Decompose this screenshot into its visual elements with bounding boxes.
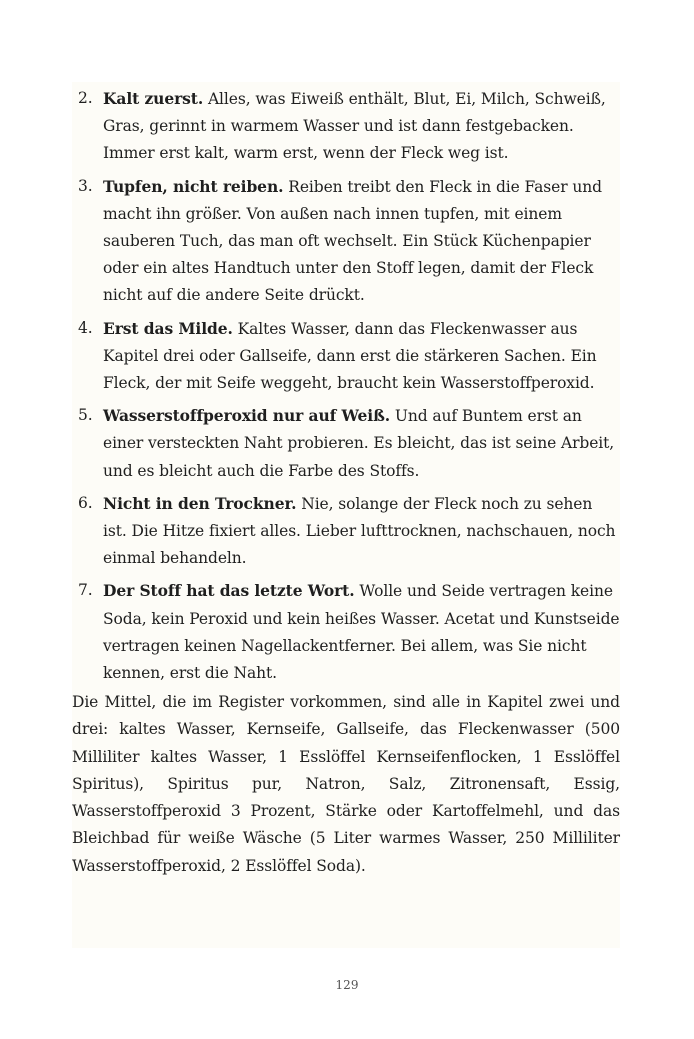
list-item-number: 6. — [78, 493, 93, 512]
list-item-number: 3. — [78, 176, 93, 195]
list-item-text: Wolle und Seide vertragen keine Soda, kein Peroxid und kein heißes Wasser. Acetat und Kunstseide vertragen keinen Nagellackentferner. Bei allem, was Sie nicht kennen, erst die Naht. — [103, 582, 620, 683]
list-item-lead: Wasserstoffperoxid nur auf Weiß. — [103, 406, 391, 426]
list-item-lead: Erst das Milde. — [103, 318, 233, 338]
page-text-block — [72, 82, 620, 948]
list-item-lead: Tupfen, nicht reiben. — [103, 176, 284, 196]
list-item-text: Nie, solange der Fleck noch zu sehen ist. Die Hitze fixiert alles. Lieber lufttrocknen, nachschauen, noch einmal behandeln. — [103, 494, 616, 568]
list-item-text: Kaltes Wasser, dann das Fleckenwasser aus Kapitel drei oder Gallseife, dann erst die stärkeren Sachen. Ein Fleck, der mit Seife weggeht, braucht kein Wasserstoffperoxid. — [103, 319, 597, 393]
list-item — [72, 85, 620, 168]
rules-list — [72, 85, 620, 692]
list-item-text: Alles, was Eiweiß enthält, Blut, Ei, Milch, Schweiß, Gras, gerinnt in warmem Wasser und ist dann festgebacken. Immer erst kalt, warm erst, wenn der Fleck weg ist. — [103, 90, 606, 163]
summary-paragraph: Die Mittel, die im Register vorkommen, sind alle in Kapitel zwei und drei: kaltes Wasser, Kernseife, Gallseife, das Fleckenwasser (500 Milliliter kaltes Wasser, 1 Esslöffel Kernseifenflocken, 1 Esslöffel Spiritus), Spiritus pur, Natron, Salz, Zitronensaft, Essig, Wasserstoffperoxid 3 Prozent, Stärke oder Kartoffelmehl, und das Bleichbad für weiße Wäsche (5 Liter warmes Wasser, 250 Milliliter Wasserstoffperoxid, 2 Esslöffel Soda). — [72, 693, 620, 875]
list-item-number: 2. — [78, 89, 93, 107]
list-item — [72, 173, 620, 310]
list-item-lead: Nicht in den Trockner. — [103, 493, 297, 513]
list-item — [72, 490, 620, 573]
list-item — [72, 402, 620, 485]
list-item-text: Reiben treibt den Fleck in die Faser und macht ihn größer. Von außen nach innen tupfen, mit einem sauberen Tuch, das man oft wechselt. Ein Stück Küchenpapier oder ein altes Handtuch unter den Stoff legen, damit der Fleck nicht auf die andere Seite drückt. — [103, 177, 602, 305]
list-item-lead: Der Stoff hat das letzte Wort. — [103, 581, 355, 601]
list-item-number: 5. — [78, 406, 93, 425]
list-item-number: 4. — [78, 318, 93, 337]
list-item — [72, 577, 620, 687]
list-item-lead: Kalt zuerst. — [103, 89, 204, 108]
list-item-number: 7. — [78, 581, 93, 600]
list-item — [72, 315, 620, 398]
page-number: 129 — [335, 978, 359, 992]
list-item-text: Und auf Buntem erst an einer versteckten Naht probieren. Es bleicht, das ist seine Arbeit, und es bleicht auch die Farbe des Stoffs. — [103, 407, 615, 480]
